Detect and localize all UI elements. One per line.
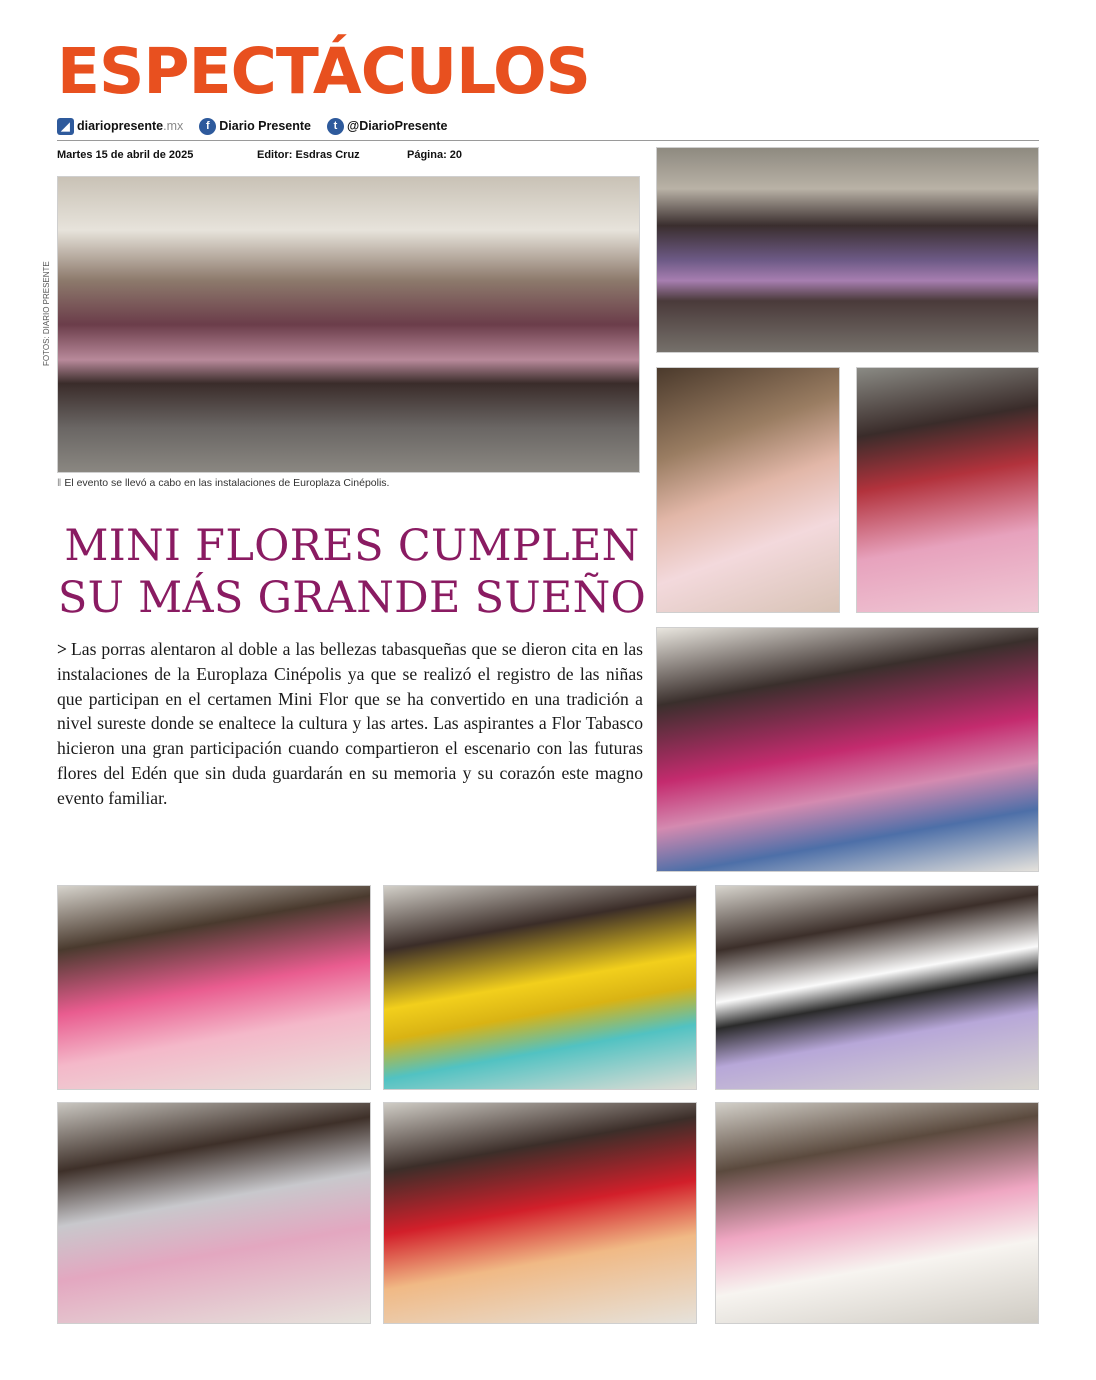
facebook-name: Diario Presente [219, 119, 311, 133]
caption-mark: ‖ [57, 477, 62, 489]
social-bar [57, 116, 463, 136]
body-bullet: > [57, 639, 68, 659]
article-body-text: Las porras alentaron al doble a las bellezas tabasqueñas que se dieron cita en las instalaciones de la Europlaza Cinépolis ya que se realizó el registro de las niñas que participan en el certamen Mini Flor que se ha convertido en una tradición a nivel sureste donde se enaltece la cultura y las artes. Las aspirantes a Flor Tabasco hicieron una gran participación cuando compartieron el escenario con las futuras flores del Edén que sin duda guardarán en su memoria y su corazón este magno evento familiar. [57, 639, 643, 808]
polka-dot-photo [715, 885, 1039, 1090]
caption-text: El evento se llevó a cabo en las instalaciones de Europlaza Cinépolis. [64, 477, 390, 489]
photo-credit: FOTOS: DIARIO PRESENTE [42, 261, 51, 366]
issue-date: Martes 15 de abril de 2025 [57, 149, 194, 161]
pink-gown-photo [57, 885, 371, 1090]
main-stage-photo [57, 176, 640, 473]
pink-flower-dress-photo [715, 1102, 1039, 1324]
facebook-icon: f [199, 118, 216, 135]
sash-photo [656, 367, 840, 613]
website-icon: ◢ [57, 118, 74, 135]
article-body [57, 637, 643, 811]
twitter-icon: t [327, 118, 344, 135]
red-dress-photo [856, 367, 1039, 613]
page-number: Página: 20 [407, 149, 463, 161]
headline-line-2: SU MÁS GRANDE SUEÑO [57, 573, 647, 623]
facebook-link[interactable] [199, 118, 311, 135]
header-divider [57, 140, 1039, 141]
twitter-handle: @DiarioPresente [347, 119, 448, 133]
silver-dress-photo [57, 1102, 371, 1324]
twitter-link[interactable] [327, 118, 447, 135]
editor-credit: Editor: Esdras Cruz [257, 149, 360, 161]
photo-caption [57, 477, 389, 489]
website-name: diariopresente [77, 119, 164, 133]
red-rose-dress-photo [383, 1102, 697, 1324]
runway-photo [656, 147, 1039, 353]
yellow-outfit-photo [383, 885, 697, 1090]
article-headline [57, 520, 647, 624]
section-title: ESPECTÁCULOS [57, 35, 590, 108]
headline-line-1: MINI FLORES CUMPLEN [64, 521, 640, 571]
website-suffix: .mx [163, 119, 184, 133]
magenta-dress-photo [656, 627, 1039, 872]
website-link[interactable] [57, 118, 183, 135]
